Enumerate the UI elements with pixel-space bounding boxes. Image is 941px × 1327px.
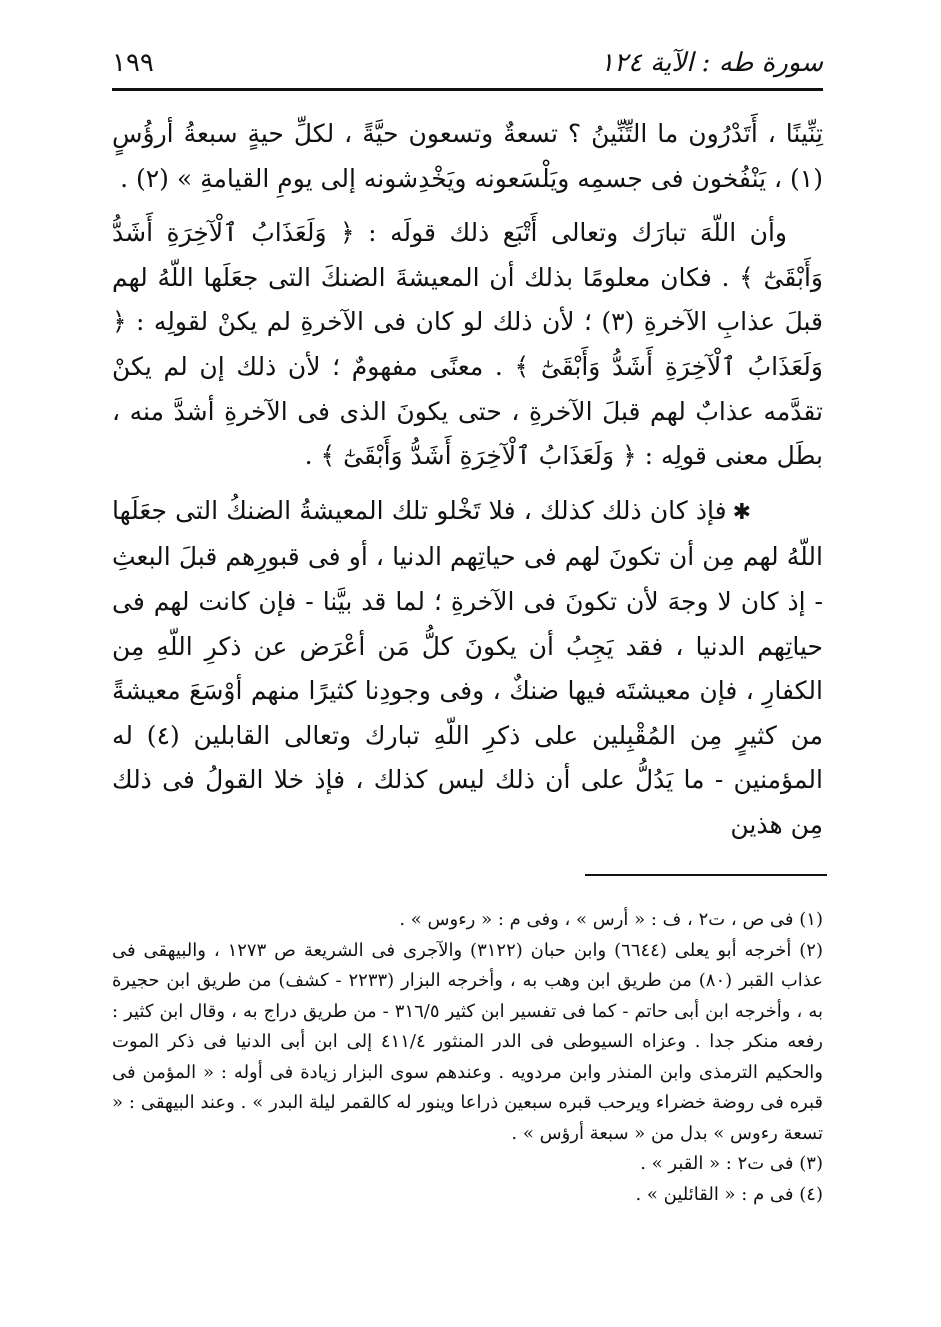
running-header	[112, 40, 823, 91]
footnotes	[112, 905, 823, 1210]
footnote-2: (٢) أخرجه أبو يعلى (٦٦٤٤) وابن حبان (٣١٢٢) والآجرى فى الشريعة ص ١٢٧٣ ، والبيهقى فى عذاب القبر (٨٠) من طريق ابن وهب به ، وأخرجه البزار (٢٢٣٣ - كشف) من طريق ابن حجيرة به ، وأخرجه ابن أبى حاتم - كما فى تفسير ابن كثير ٣١٦/٥ - من طريق دراج به ، وقال ابن كثير : رفعه منكر جدا . وعزاه السيوطى فى الدر المنثور ٤١١/٤ إلى ابن أبى الدنيا فى ذكر الموت والحكيم الترمذى وابن المنذر وابن مردويه . وعندهم سوى البزار زيادة فى أوله : « المؤمن فى قبره فى روضة خضراء ويرحب قبره سبعين ذراعا وينور له كالقمر ليلة البدر » . وعند البيهقى : « تسعة رءوس » بدل من « سبعة أرؤس » .	[112, 939, 823, 1144]
footnote-separator	[585, 874, 827, 876]
section-star-icon: ✱	[732, 499, 752, 525]
paragraph-2: وأن اللّهَ تبارَك وتعالى أَتْبَع ذلك قولَه : ﴿ وَلَعَذَابُ ٱلْآخِرَةِ أَشَدُّ وَأَبْقَىٰٓ ﴾ . فكان معلومًا بذلك أن المعيشةَ الضنكَ التى جعَلَها اللّهُ لهم قبلَ عذابِ الآخرةِ (٣) ؛ لأن ذلك لو كان فى الآخرةِ لم يكنْ لقولِه : ﴿ وَلَعَذَابُ ٱلْآخِرَةِ أَشَدُّ وَأَبْقَىٰٓ ﴾ . معنًى مفهومٌ ؛ لأن ذلك إن لم يكنْ تقدَّمه عذابٌ لهم قبلَ الآخرةِ ، حتى يكونَ الذى فى الآخرةِ أشدَّ منه ، بطَل معنى قولِه : ﴿ وَلَعَذَابُ ٱلْآخِرَةِ أَشَدُّ وَأَبْقَىٰٓ ﴾ .	[112, 218, 824, 471]
paragraph-1: تِنِّينًا ، أَتَدْرُون ما التِّنِّينُ ؟ تسعةٌ وتسعون حيَّةً ، لكلِّ حيةٍ سبعةُ أرؤُسٍ (١) ، يَنْفُخون فى جسمِه ويَلْسَعونه ويَخْدِشونه إلى يومِ القيامةِ » (٢) .	[112, 119, 823, 193]
footnote-4: (٤) فى م : « القائلين » .	[635, 1183, 823, 1205]
paragraph-3	[112, 489, 823, 848]
page-number: ١٩٩	[112, 48, 154, 78]
footnote-1: (١) فى ص ، ت٢ ، ف : « أرس » ، وفى م : « رءوس » .	[399, 909, 823, 930]
running-header-title: سورة طه : الآية ١٢٤	[600, 48, 823, 78]
paragraph-3-text: فإذ كان ذلك كذلك ، فلا تَخْلو تلك المعيشةُ الضنكُ التى جعَلَها اللّهُ لهم مِن أن تكونَ لهم فى حياتِهم الدنيا ، أو فى قبورِهم قبلَ البعثِ - إذ كان لا وجهَ لأن تكونَ فى الآخرةِ ؛ لما قد بيَّنا - فإن كانت لهم فى حياتِهم الدنيا ، فقد يَجِبُ أن يكونَ كلُّ مَن أعْرَض عن ذكرِ اللّهِ مِن الكفارِ ، فإن معيشتَه فيها ضنكٌ ، وفى وجودِنا كثيرًا منهم أوْسَعَ معيشةً من كثيرٍ مِن المُقْبِلين على ذكرِ اللّهِ تبارك وتعالى القابلين (٤) له المؤمنين - ما يَدُلُّ على أن ذلك ليس كذلك ، فإذ خلا القولُ فى ذلك مِن هذين	[112, 495, 823, 839]
main-text	[112, 112, 823, 858]
footnote-3: (٣) فى ت٢ : « القبر » .	[640, 1153, 823, 1174]
